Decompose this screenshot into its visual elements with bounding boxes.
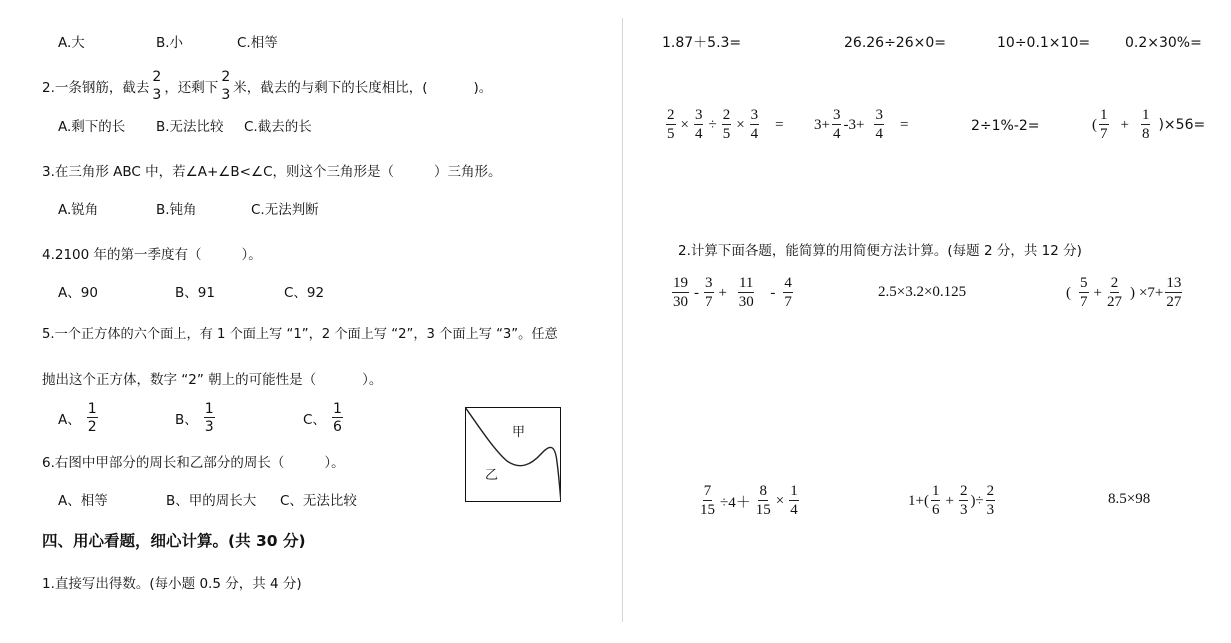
section-4-sub-1: 1.直接写出得数。(每小题 0.5 分，共 4 分) xyxy=(42,576,302,592)
q1-option-a: A.大 xyxy=(58,35,85,51)
calc-8: ( $\frac{1}{7}$ + $\frac{1}{8}$ )×56= xyxy=(1092,107,1206,142)
section-4-heading: 四、用心看题，细心计算。(共 30 分) xyxy=(42,532,306,550)
section-4-sub-2: 2.计算下面各题，能简算的用简便方法计算。(每题 2 分，共 12 分) xyxy=(678,243,1082,259)
q2-close: )。 xyxy=(473,80,493,96)
question-4 xyxy=(42,243,262,263)
q3-text: 3.在三角形 ABC 中，若∠A+∠B<∠C，则这个三角形是（ xyxy=(42,164,395,180)
q2-option-b: B.无法比较 xyxy=(156,119,224,135)
q4-option-a: A、90 xyxy=(58,285,98,301)
q5-line-1: 5.一个正方体的六个面上，有 1 个面上写 “1”，2 个面上写 “2”，3 个面上写 “3”。任意 xyxy=(42,327,558,342)
jia-yi-figure xyxy=(465,407,561,502)
calc-5: $\frac{2}{5}$ × $\frac{3}{4}$ ÷ $\frac{2}{5}$ × $\frac{3}{4}$ = xyxy=(667,107,784,142)
q4-text: 4.2100 年的第一季度有（ xyxy=(42,247,202,263)
q3-close: ）三角形。 xyxy=(434,164,502,180)
calc-12: $\frac{7}{15}$ ÷4＋ $\frac{8}{15}$ × $\frac{1}{4}$ xyxy=(700,483,798,518)
q1-option-b: B.小 xyxy=(156,35,184,51)
q2-option-c: C.截去的长 xyxy=(244,119,312,135)
q3-option-b: B.钝角 xyxy=(156,202,197,218)
question-2 xyxy=(42,66,492,106)
q6-close: ）。 xyxy=(324,455,345,471)
calc-9: $\frac{19}{30}$ - $\frac{3}{7}$ + $\frac{11}{30}$ - $\frac{4}{7}$ xyxy=(673,275,792,310)
calc-7: 2÷1%-2= xyxy=(971,118,1040,134)
fraction: $\frac{1}{2}$ xyxy=(87,401,97,435)
q3-option-a: A.锐角 xyxy=(58,202,99,218)
q6-option-c: C、无法比较 xyxy=(280,493,357,509)
q6-option-b: B、甲的周长大 xyxy=(166,493,257,509)
question-3 xyxy=(42,160,502,180)
calc-4: 0.2×30%= xyxy=(1125,35,1202,51)
label-jia: 甲 xyxy=(512,425,526,440)
q4-close: ）。 xyxy=(241,247,262,263)
q2-suffix: 米，截去的与剩下的长度相比，( xyxy=(233,80,428,96)
q1-option-c: C.相等 xyxy=(237,35,278,51)
curve-divided-square-icon xyxy=(465,407,561,502)
q6-text: 6.右图中甲部分的周长和乙部分的周长（ xyxy=(42,455,285,471)
calc-10: 2.5×3.2×0.125 xyxy=(878,284,967,300)
q6-option-a: A、相等 xyxy=(58,493,108,509)
label-yi: 乙 xyxy=(485,468,499,483)
q5-text: 抛出这个正方体，数字 “2” 朝上的可能性是（ xyxy=(42,372,317,388)
calc-1: 1.87＋5.3= xyxy=(662,35,742,51)
calc-3: 10÷0.1×10= xyxy=(997,35,1091,51)
q2-fraction-2: 2 3 xyxy=(221,69,231,103)
q2-option-a: A.剩下的长 xyxy=(58,119,126,135)
q3-option-c: C.无法判断 xyxy=(251,202,319,218)
calc-11: ( $\frac{5}{7}$ + $\frac{2}{27}$ ) ×7+ $\frac{13}{27}$ xyxy=(1066,275,1182,310)
q5-option-a: A、 $\frac{1}{2}$ xyxy=(58,401,97,435)
q2-fraction-1: 2 3 xyxy=(152,69,162,103)
q5-option-b: B、 $\frac{1}{3}$ xyxy=(175,401,214,435)
q2-mid: ，还剩下 xyxy=(164,80,219,96)
fraction: $\frac{1}{6}$ xyxy=(332,401,342,435)
question-6 xyxy=(42,451,345,471)
q4-option-b: B、91 xyxy=(175,285,215,301)
calc-6: 3+ $\frac{3}{4}$ -3+ $\frac{3}{4}$ = xyxy=(814,107,909,142)
calc-14: 8.5×98 xyxy=(1108,491,1151,507)
q5-option-c: C、 $\frac{1}{6}$ xyxy=(303,401,342,435)
column-divider xyxy=(622,18,623,622)
fraction: $\frac{1}{3}$ xyxy=(204,401,214,435)
q2-prefix: 2.一条钢筋，截去 xyxy=(42,80,150,96)
q5-close: ）。 xyxy=(362,372,383,388)
q4-option-c: C、92 xyxy=(284,285,325,301)
calc-2: 26.26÷26×0= xyxy=(844,35,946,51)
calc-13: 1+( $\frac{1}{6}$ + $\frac{2}{3}$ )÷ $\frac{2}{3}$ xyxy=(908,483,995,518)
q5-line-2 xyxy=(42,368,382,388)
